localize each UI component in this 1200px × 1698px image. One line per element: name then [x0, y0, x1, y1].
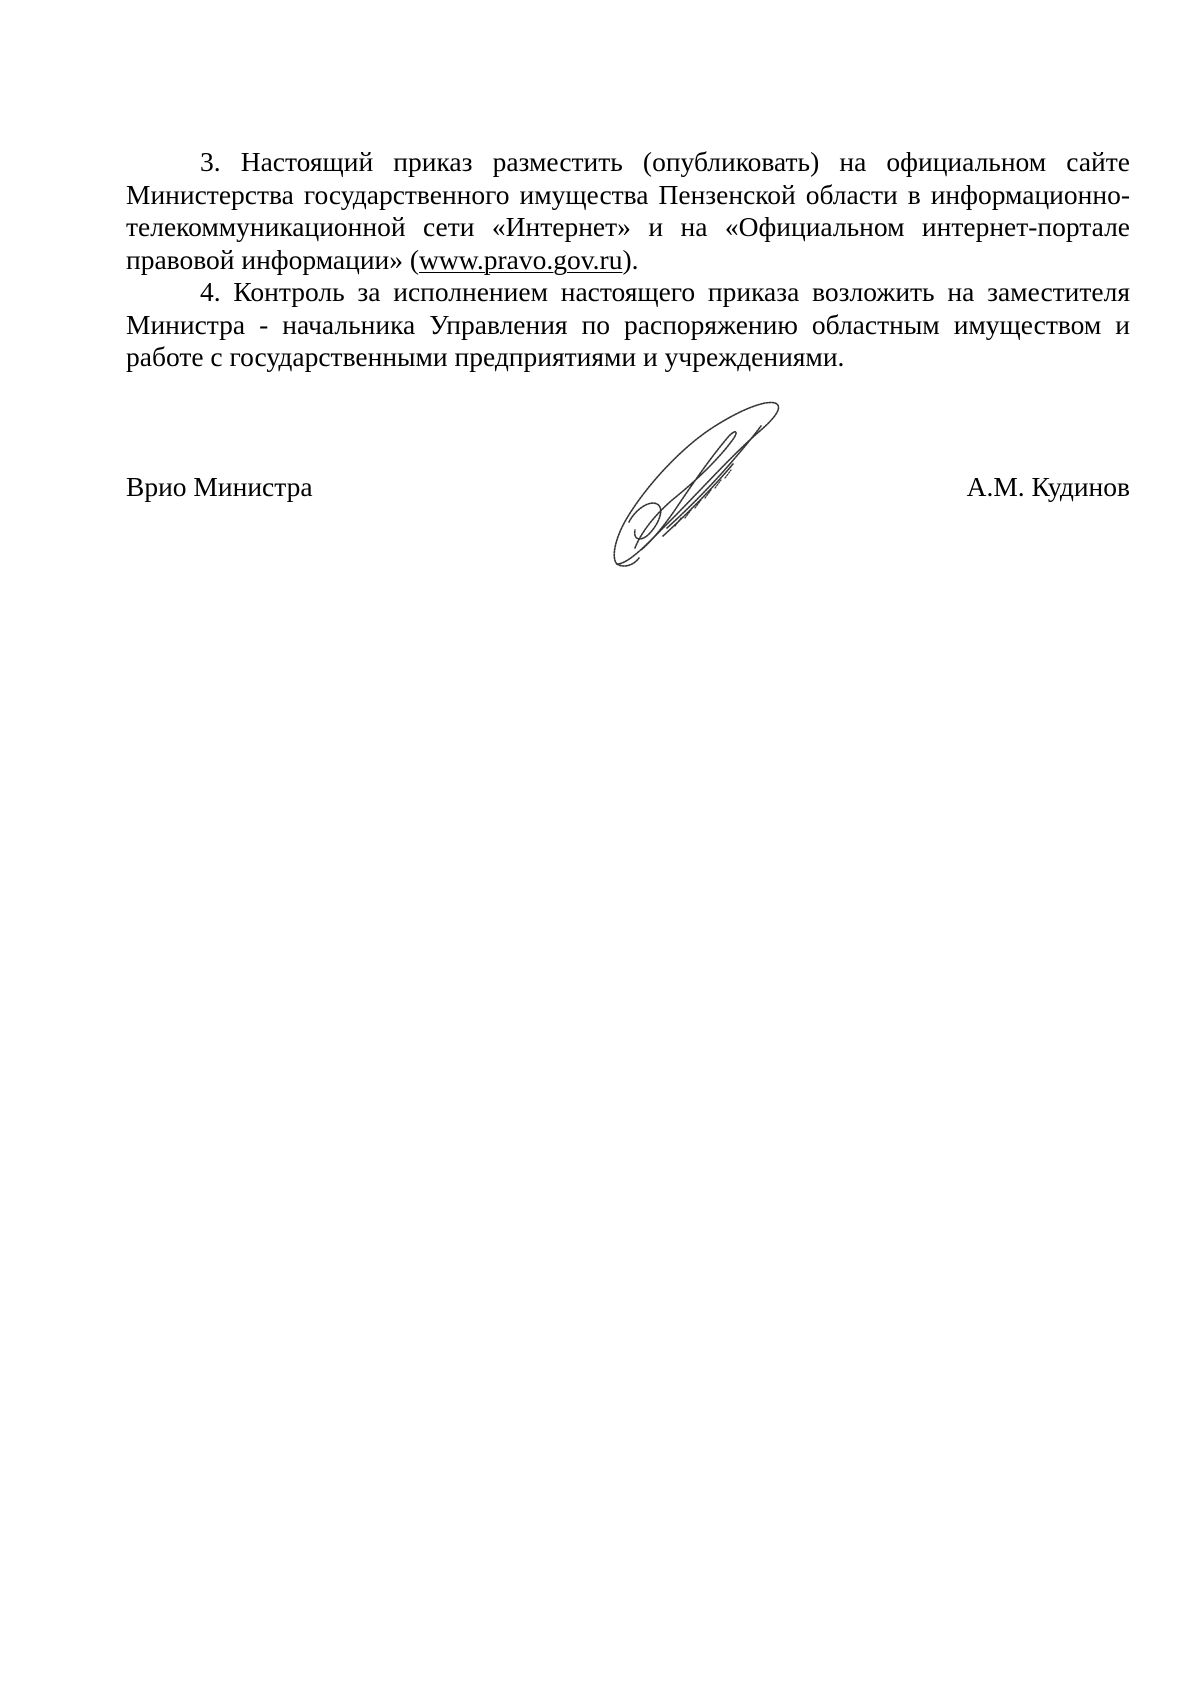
- signatory-name: А.М. Кудинов: [966, 471, 1130, 502]
- paragraph-3: [126, 146, 1130, 276]
- handwritten-signature: [605, 400, 805, 575]
- paragraph-3-text-after-link: ).: [622, 243, 639, 275]
- paragraph-3-text-before-link: 3. Настоящий приказ разместить (опубликовать) на официальном сайте Министерства государственного имущества Пензенской области в информационно-телекоммуникационной сети «Интернет» и на «Официальном интернет-портале правовой информации» (: [126, 146, 1130, 275]
- paragraph-4: 4. Контроль за исполнением настоящего приказа возложить на заместителя Министра - начальника Управления по распоряжению областным имуществом и работе с государственными предприятиями и учреждениями.: [126, 276, 1130, 372]
- document-body: [126, 146, 1130, 374]
- position-title: Врио Министра: [126, 471, 313, 502]
- pravo-gov-link[interactable]: www.pravo.gov.ru: [419, 243, 623, 275]
